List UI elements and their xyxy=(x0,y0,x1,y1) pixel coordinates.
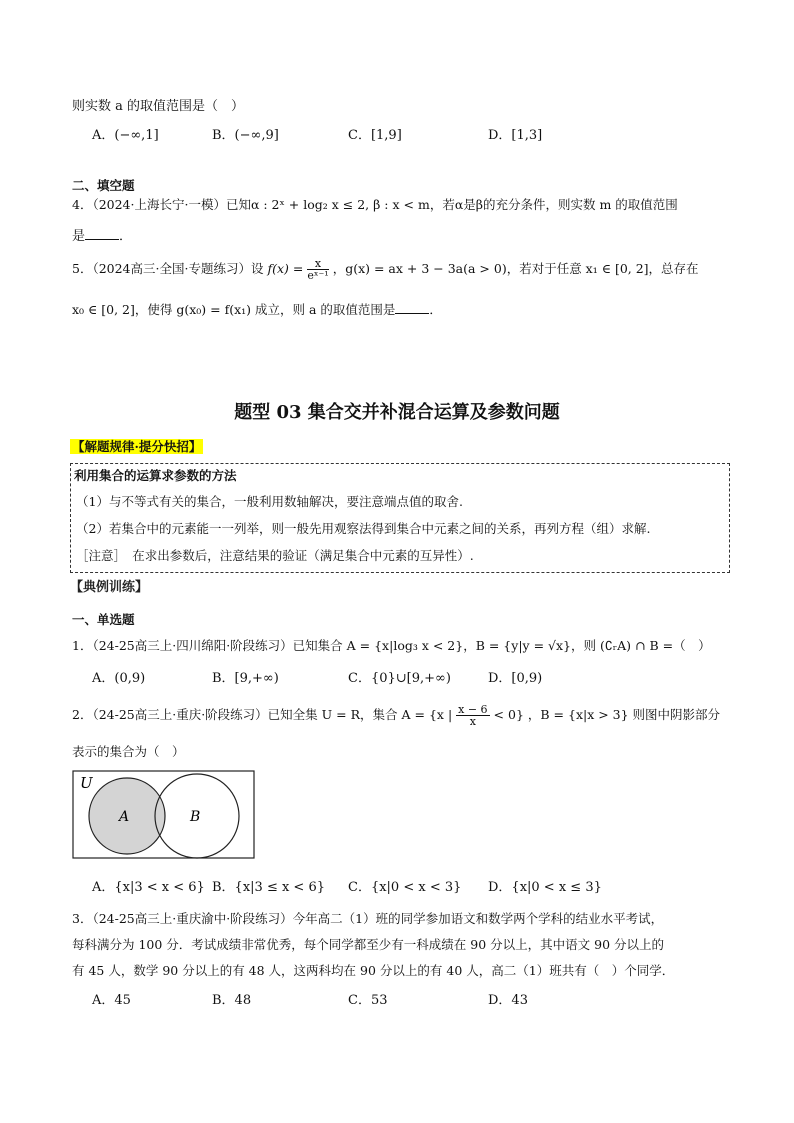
prev-option-a: A．(−∞,1] xyxy=(92,128,159,143)
q1-option-c: C．{0}∪[9,+∞) xyxy=(348,671,451,686)
q3-option-b: B．48 xyxy=(212,993,252,1008)
prev-option-c: C．[1,9] xyxy=(348,128,402,143)
question-5-fraction xyxy=(307,258,328,281)
venn-label-a: A xyxy=(119,809,130,825)
q2-option-c: C．{x|0 < x < 3} xyxy=(348,880,462,895)
q1-option-d: D．[0,9) xyxy=(488,671,543,686)
question-2-line2: 表示的集合为（ ） xyxy=(72,744,185,759)
prev-question-stem: 则实数 a 的取值范围是（ ） xyxy=(72,99,245,114)
q2-option-a: A．{x|3 < x < 6} xyxy=(92,880,205,895)
venn-diagram xyxy=(72,770,256,860)
venn-label-b: B xyxy=(190,809,201,825)
q3-option-c: C．53 xyxy=(348,993,388,1008)
question-2-fraction xyxy=(456,704,489,727)
question-5-rest: ，g(x) = ax + 3 − 3a(a > 0)，若对于任意 x₁ ∈ [0, 2]，总存在 xyxy=(332,261,699,276)
fraction-denominator: x xyxy=(469,715,476,728)
tips-line-2: （2）若集合中的元素能一一列举，则一般先用观察法得到集合中元素之间的关系，再列方程（组）求解. xyxy=(76,521,651,536)
tips-line-1: （1）与不等式有关的集合，一般利用数轴解决，要注意端点值的取舍. xyxy=(76,494,463,509)
question-5-line1 xyxy=(72,258,699,281)
q1-option-a: A．(0,9) xyxy=(92,671,146,686)
prev-option-d: D．[1,3] xyxy=(488,128,543,143)
question-3-line1: 3．（24-25高三上·重庆渝中·阶段练习）今年高二（1）班的同学参加语文和数学两个学科的结业水平考试， xyxy=(72,911,664,926)
question-4-line2 xyxy=(72,225,132,244)
question-5-line2-text: x₀ ∈ [0, 2]，使得 g(x₀) = f(x₁) 成立，则 a 的取值范围是 xyxy=(72,302,396,317)
q3-option-a: A．45 xyxy=(92,993,131,1008)
question-4-line1: 4．（2024·上海长宁·一模）已知α : 2ˣ + log₂ x ≤ 2, β : x < m，若α是β的充分条件，则实数 m 的取值范围 xyxy=(72,197,678,212)
question-4-end: ． xyxy=(119,229,133,244)
question-3-line2: 每科满分为 100 分．考试成绩非常优秀，每个同学都至少有一科成绩在 90 分以上，其中语文 90 分以上的 xyxy=(72,937,665,952)
examples-tag: 【典例训练】 xyxy=(70,580,149,595)
tips-tag xyxy=(70,437,203,455)
single-choice-heading: 一、单选题 xyxy=(72,612,135,627)
question-1-stem: 1．（24-25高三上·四川绵阳·阶段练习）已知集合 A = {x|log₃ x < 2}，B = {y|y = √x}，则 (∁ᵣA) ∩ B =（ ） xyxy=(72,638,711,653)
section-title: 题型 03 集合交并补混合运算及参数问题 xyxy=(234,402,560,423)
answer-blank xyxy=(395,301,429,314)
tips-heading: 利用集合的运算求参数的方法 xyxy=(74,468,237,483)
prev-option-b: B．(−∞,9] xyxy=(212,128,279,143)
fraction-denominator: eˣ⁻¹ xyxy=(307,269,329,282)
question-5-prefix: 5．（2024高三·全国·专题练习）设 xyxy=(72,261,264,276)
question-2-line1 xyxy=(72,704,720,727)
q2-option-d: D．{x|0 < x ≤ 3} xyxy=(488,880,602,895)
question-2-prefix: 2．（24-25高三上·重庆·阶段练习）已知全集 U = R，集合 xyxy=(72,707,398,722)
question-2-lt: < 0} xyxy=(493,707,524,722)
venn-label-u: U xyxy=(80,774,93,792)
question-2-set-a: A = {x | xyxy=(401,707,453,722)
q2-option-b: B．{x|3 ≤ x < 6} xyxy=(212,880,325,895)
q1-option-b: B．[9,+∞) xyxy=(212,671,279,686)
q3-option-d: D．43 xyxy=(488,993,528,1008)
tips-tag-label: 【解题规律·提分快招】 xyxy=(72,439,202,454)
question-5-end: ． xyxy=(429,302,442,317)
question-5-fx: f(x) = xyxy=(267,261,304,276)
question-3-line3: 有 45 人，数学 90 分以上的有 48 人，这两科均在 90 分以上的有 40 人，高二（1）班共有（ ）个同学． xyxy=(72,963,675,978)
answer-blank xyxy=(85,227,119,240)
fill-heading: 二、填空题 xyxy=(72,178,135,193)
question-4-lead: 是 xyxy=(72,229,86,244)
question-2-rest: ，B = {x|x > 3} 则图中阴影部分 xyxy=(527,707,721,722)
fraction-numerator: x − 6 xyxy=(458,703,488,716)
question-5-line2 xyxy=(72,300,442,318)
tips-line-3: ［注意］ 在求出参数后，注意结果的验证（满足集合中元素的互异性）. xyxy=(76,548,474,563)
fraction-numerator: x xyxy=(307,258,328,270)
